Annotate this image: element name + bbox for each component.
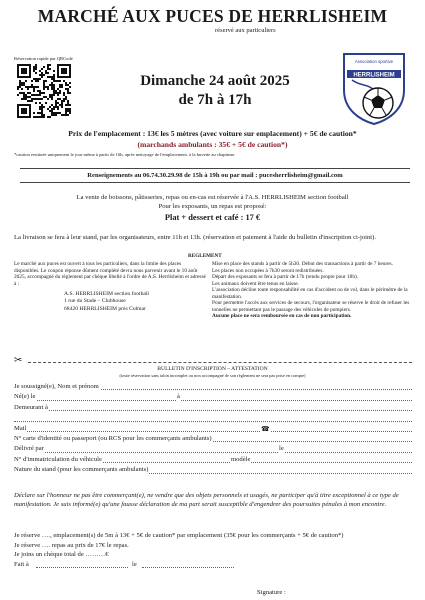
page-title: MARCHÉ AUX PUCES DE HERRLISHEIM	[37, 6, 388, 26]
reglement-left-paragraph: Le marché aux puces est ouvert à tous les particuliers, dans la limite des places disponibles. Le coupon réponse dûment complété devra nous parvenir avant le 10 août 2025, accompagné du règlement par chèque libellé à l'ordre de A.S. Herrlisheim et adressé à :	[14, 261, 206, 287]
delivery-info: La livraison se fera à leur stand, par les organisateurs, entre 11h et 13h. (réservation et paiement à l'aide du bulletin d'inscription ci-joint).	[14, 234, 376, 241]
club-logo	[338, 50, 410, 126]
food-info	[0, 194, 425, 224]
reservation-block	[14, 531, 412, 569]
event-date-block	[110, 72, 320, 110]
form-row-plate	[14, 455, 412, 465]
registration-form	[14, 382, 412, 476]
address-label: Demeurant à	[14, 403, 49, 413]
pricing-block	[0, 129, 425, 150]
made-at-label: Fait à	[14, 560, 29, 568]
qr-label: Réservation rapide par QRCode	[14, 56, 73, 61]
bulletin-title: BULLETIN D'INSCRIPTION – ATTESTATION	[157, 366, 268, 372]
reglement-no-refund: Aucune place ne sera remboursée en cas de non participation.	[212, 313, 352, 319]
bulletin-note: (toute réservation sans talon incomplet ou non accompagné de son règlement ne sera pas prise en compte)	[119, 373, 306, 378]
address-field[interactable]	[14, 410, 412, 411]
made-on-field[interactable]	[142, 567, 234, 568]
mail-field[interactable]	[14, 431, 412, 432]
address-field-2[interactable]	[14, 421, 412, 422]
form-row-id	[14, 434, 412, 444]
made-on-label: le	[132, 560, 137, 568]
reglement-item: L'association décline toute responsabilité en cas d'accident ou de vol, dans le périmètre de la manifestation.	[212, 287, 408, 300]
issued-by-label: Délivré par	[14, 444, 45, 454]
reglement-item: Mise en place des stands à partir de 5h30. Début des transactions à partir de 7 heures.	[212, 261, 393, 267]
phone-icon: ☎	[261, 424, 270, 433]
address-line: 68420 HERRLISHEIM près Colmar	[64, 305, 146, 312]
reserve-line-3: Je joins un chèque total de ………€	[14, 551, 109, 559]
honor-declaration: Déclare sur l'honneur ne pas être commerçant(e), ne vendre que des objets personnels et usagés, ne participer qu'à titre exceptionnel à ce type de manifestation. Je suis informé(e) qu'une fausse déclaration de ma part serait susceptible d'engendrer des poursuites pénales à mon encontre.	[14, 492, 399, 508]
birth-label: Né(e) le	[14, 392, 36, 402]
reglement-item: Les animaux doivent être tenus en laisse.	[212, 280, 299, 287]
caution-note: *caution restituée uniquement le jour même à partir de 16h, après nettoyage de l'emplacement, à la buvette au chapiteau	[14, 152, 235, 157]
model-label: modèle	[230, 455, 251, 465]
form-row-mail	[14, 424, 412, 434]
signature-label: Signature :	[257, 589, 286, 596]
reserve-line-2: Je réserve …. repas au prix de 17€ le repas.	[14, 541, 129, 549]
reglement-item: Pour permettre l'accès aux services de secours, l'organisateur se réserve le droit de refuser les tonnelles ne permettant pas le passage des véhicules de pompiers.	[212, 300, 410, 313]
qr-code[interactable]	[14, 62, 74, 120]
plate-label: N° d'immatriculation du véhicule	[14, 455, 103, 465]
event-hours: de 7h à 17h	[178, 92, 252, 108]
pricing-asterisk: *	[352, 129, 357, 138]
reserve-line-4	[14, 560, 412, 570]
page-subtitle: réservé aux particuliers	[215, 27, 276, 34]
form-row-address	[14, 403, 412, 413]
mail-label: Mail	[14, 424, 27, 434]
stand-label: Nature du stand (pour les commerçants ambulants)	[14, 465, 149, 475]
food-price: Plat + dessert et café : 17 €	[164, 212, 261, 222]
reglement-left	[14, 261, 206, 313]
birth-place-label: à	[176, 392, 181, 402]
contact-info: Renseignements au 06.74.30.29.98 de 15h à 19h ou par mail : pucesherrlisheim@gmail.com	[20, 168, 410, 183]
form-row-issued	[14, 444, 412, 454]
id-label: N° carte d'identité ou passeport (ou RCS pour les commerçants ambulants)	[14, 434, 213, 444]
name-label: Je soussigné(e), Nom et prénom	[14, 382, 100, 392]
pricing-line-2: (marchands ambulants : 35€ + 5€ de caution*)	[137, 139, 288, 149]
reglement-item: Départ des exposants se fera à partir de 17h (rendu propre pour 18h).	[212, 274, 359, 280]
form-row-stand	[14, 465, 412, 475]
food-line-2: Pour les exposants, un repas est proposé:	[158, 202, 267, 210]
issued-on-label: le	[278, 444, 285, 454]
form-row-birth	[14, 392, 412, 402]
event-date: Dimanche 24 août 2025	[140, 73, 290, 89]
address-line: A.S. HERRLISHEIM section football	[64, 291, 149, 297]
dashed-divider	[28, 362, 412, 363]
made-at-field[interactable]	[36, 567, 128, 568]
pricing-line-1: Prix de l'emplacement : 13€ les 5 mètres (avec voiture sur emplacement) + 5€ de caution	[68, 129, 353, 138]
reserve-line-1: Je réserve …., emplacement(s) de 5m à 13€ + 5€ de caution* par emplacement (35€ pour les commerçants + 5€ de caution*)	[14, 532, 344, 539]
club-address	[64, 291, 206, 313]
reglement-right	[212, 261, 412, 320]
form-row-name	[14, 382, 412, 392]
logo-small-text: Association sportive	[354, 59, 394, 64]
food-line-1: La vente de boissons, pâtisseries, repas ou en-cas est réservée à l'A.S. HERRLISHEIM section football	[76, 194, 349, 201]
logo-text: HERRLISHEIM	[353, 72, 395, 79]
scissors-icon: ✂	[14, 355, 23, 366]
issued-field[interactable]	[14, 452, 412, 453]
address-line: 1 rue du Stade – Clubhouse	[64, 298, 126, 305]
reglement-title: REGLEMENT	[188, 253, 222, 259]
birth-field[interactable]	[14, 400, 412, 401]
reglement-item: Les places non occupées à 7h30 seront redistribuées.	[212, 267, 324, 274]
form-row-address-2	[14, 413, 412, 423]
